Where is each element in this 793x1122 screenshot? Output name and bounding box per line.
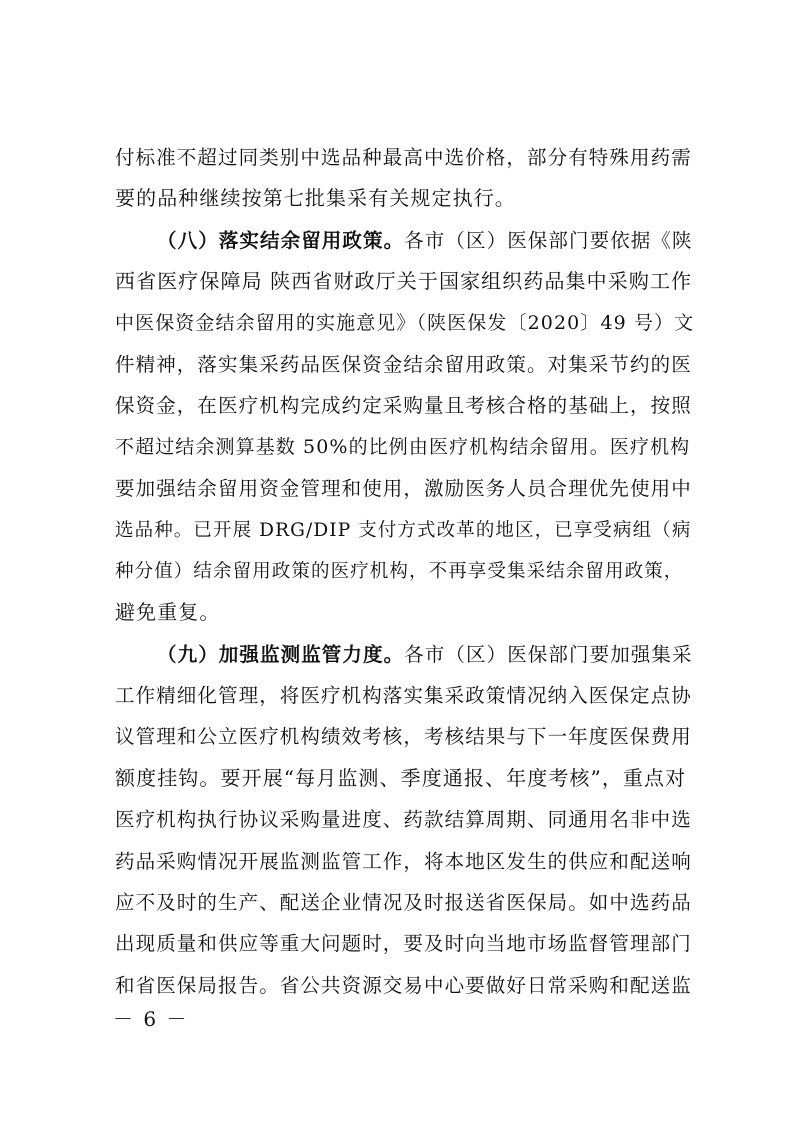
text-line: 付标准不超过同类别中选品种最高中选价格，部分有特殊用药需 xyxy=(115,146,692,169)
text-line: 避免重复。 xyxy=(115,600,221,625)
text-line: 不超过结余测算基数 50%的比例由医疗机构结余留用。医疗机构 xyxy=(115,435,691,458)
text-line: 应不及时的生产、配送企业情况及时报送省医保局。如中选药品 xyxy=(115,891,692,915)
text-line: 西省医疗保障局 陕西省财政厅关于国家组织药品集中采购工作 xyxy=(115,269,693,294)
text-line: 额度挂钩。要开展“每月监测、季度通报、年度考核”，重点对 xyxy=(115,765,687,790)
text-line: 医疗机构执行协议采购量进度、药款结算周期、同通用名非中选 xyxy=(115,808,692,832)
text-line: 件精神，落实集采药品医保资金结余留用政策。对集采节约的医 xyxy=(115,352,692,376)
text-line: 种分值）结余留用政策的医疗机构，不再享受集采结余留用政策， xyxy=(115,560,684,582)
text-line: 选品种。已开展 DRG/DIP 支付方式改革的地区，已享受病组（病 xyxy=(115,519,692,541)
paragraph-nine-first-line xyxy=(115,634,695,675)
text-line: 和省医保局报告。省公共资源交易中心要做好日常采购和配送监 xyxy=(115,973,692,997)
text-run: 各市（区）医保部门要依据《陕 xyxy=(404,228,693,252)
page-number: － 6 － xyxy=(113,1007,189,1031)
text-line: 要的品种继续按第七批集采有关规定执行。 xyxy=(115,186,516,211)
body-text xyxy=(115,137,695,1006)
text-line: 议管理和公立医疗机构绩效考核，考核结果与下一年度医保费用 xyxy=(115,725,692,749)
section-heading-nine: （九）加强监测监管力度。 xyxy=(157,642,405,666)
text-line: 工作精细化管理，将医疗机构落实集采政策情况纳入医保定点协 xyxy=(115,684,692,708)
text-line: 中医保资金结余留用的实施意见》（陕医保发〔2020〕49 号）文 xyxy=(115,311,695,334)
text-line: 要加强结余留用资金管理和使用，激励医务人员合理优先使用中 xyxy=(115,477,692,501)
paragraph-eight-first-line xyxy=(115,220,695,261)
text-line: 药品采购情况开展监测监管工作，将本地区发生的供应和配送响 xyxy=(115,849,692,873)
text-line: 保资金，在医疗机构完成约定采购量且考核合格的基础上，按照 xyxy=(115,394,692,418)
text-run: 各市（区）医保部门要加强集采 xyxy=(404,642,693,666)
section-heading-eight: （八）落实结余留用政策。 xyxy=(157,228,405,252)
text-line: 出现质量和供应等重大问题时，要及时向当地市场监督管理部门 xyxy=(115,932,692,956)
